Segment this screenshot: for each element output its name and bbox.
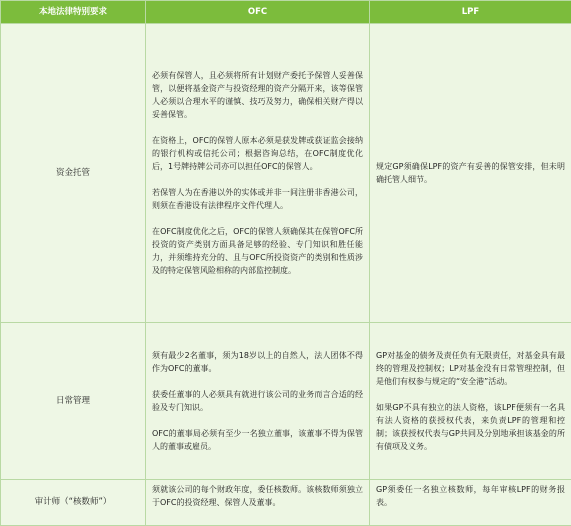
row-label-management: 日常管理 <box>1 323 146 480</box>
ofc-management-para: OFC的董事局必须有至少一名独立董事，该董事不得为保管人的董事或雇员。 <box>152 427 363 453</box>
ofc-auditor-cell <box>146 480 370 526</box>
lpf-auditor-cell <box>370 480 571 526</box>
table-row-custody <box>1 24 571 323</box>
lpf-custody-cell <box>370 24 571 323</box>
ofc-management-cell <box>146 323 370 480</box>
header-lpf: LPF <box>370 1 571 24</box>
header-ofc: OFC <box>146 1 370 24</box>
row-label-auditor: 审计师（“核数师”） <box>1 480 146 526</box>
lpf-custody-para: 规定GP须确保LPF的资产有妥善的保管安排，但未明确托管人细节。 <box>376 160 565 186</box>
lpf-auditor-para: GP须委任一名独立核数师，每年审核LPF的财务报表。 <box>376 483 565 509</box>
ofc-auditor-para: 须就该公司的每个财政年度，委任核数师。该核数师须独立于OFC的投资经理、保管人及董事。 <box>152 483 363 509</box>
table-row-management <box>1 323 571 480</box>
table-header-row <box>1 1 571 24</box>
ofc-custody-para: 必须有保管人，且必须将所有计划财产委托予保管人妥善保管，以便将基金资产与投资经理的资产分隔开来，该等保管人必须以合理水平的谨慎、技巧及努力，确保相关财产得以妥善保管。 <box>152 69 363 121</box>
ofc-custody-para: 在资格上，OFC的保管人原本必须是获发牌或获证监会接纳的银行机构或信托公司；根据咨询总结，在OFC制度优化后，1号牌持牌公司亦可以担任OFC的保管人。 <box>152 134 363 173</box>
lpf-management-cell <box>370 323 571 480</box>
lpf-management-para: 如果GP不具有独立的法人资格，该LPF便须有一名具有法人资格的获授权代表，来负责LPF的管理和控制；该获授权代表与GP共同及分别地承担该基金的所有债项及义务。 <box>376 401 565 453</box>
ofc-custody-para: 在OFC制度优化之后，OFC的保管人须确保其在保管OFC所投资的资产类别方面具备足够的经验、专门知识和胜任能力，并须维持充分的、且与OFC所投资资产的类别和性质涉及的特定保管风险相称的内部监控制度。 <box>152 225 363 277</box>
lpf-management-para: GP对基金的债务及责任负有无限责任，对基金具有最终的管理及控制权；LP对基金没有日常管理控制，但是他们有权参与规定的“安全港”活动。 <box>376 349 565 388</box>
ofc-management-para: 须有最少2名董事，须为18岁以上的自然人，法人团体不得作为OFC的董事。 <box>152 349 363 375</box>
row-label-custody: 资金托管 <box>1 24 146 323</box>
ofc-custody-cell <box>146 24 370 323</box>
ofc-custody-para: 若保管人为在香港以外的实体或并非一间注册非香港公司，则须在香港设有法律程序文件代理人。 <box>152 186 363 212</box>
header-requirement: 本地法律特别要求 <box>1 1 146 24</box>
ofc-management-para: 获委任董事的人必须具有就进行该公司的业务而言合适的经验及专门知识。 <box>152 388 363 414</box>
table-row-auditor <box>1 480 571 526</box>
